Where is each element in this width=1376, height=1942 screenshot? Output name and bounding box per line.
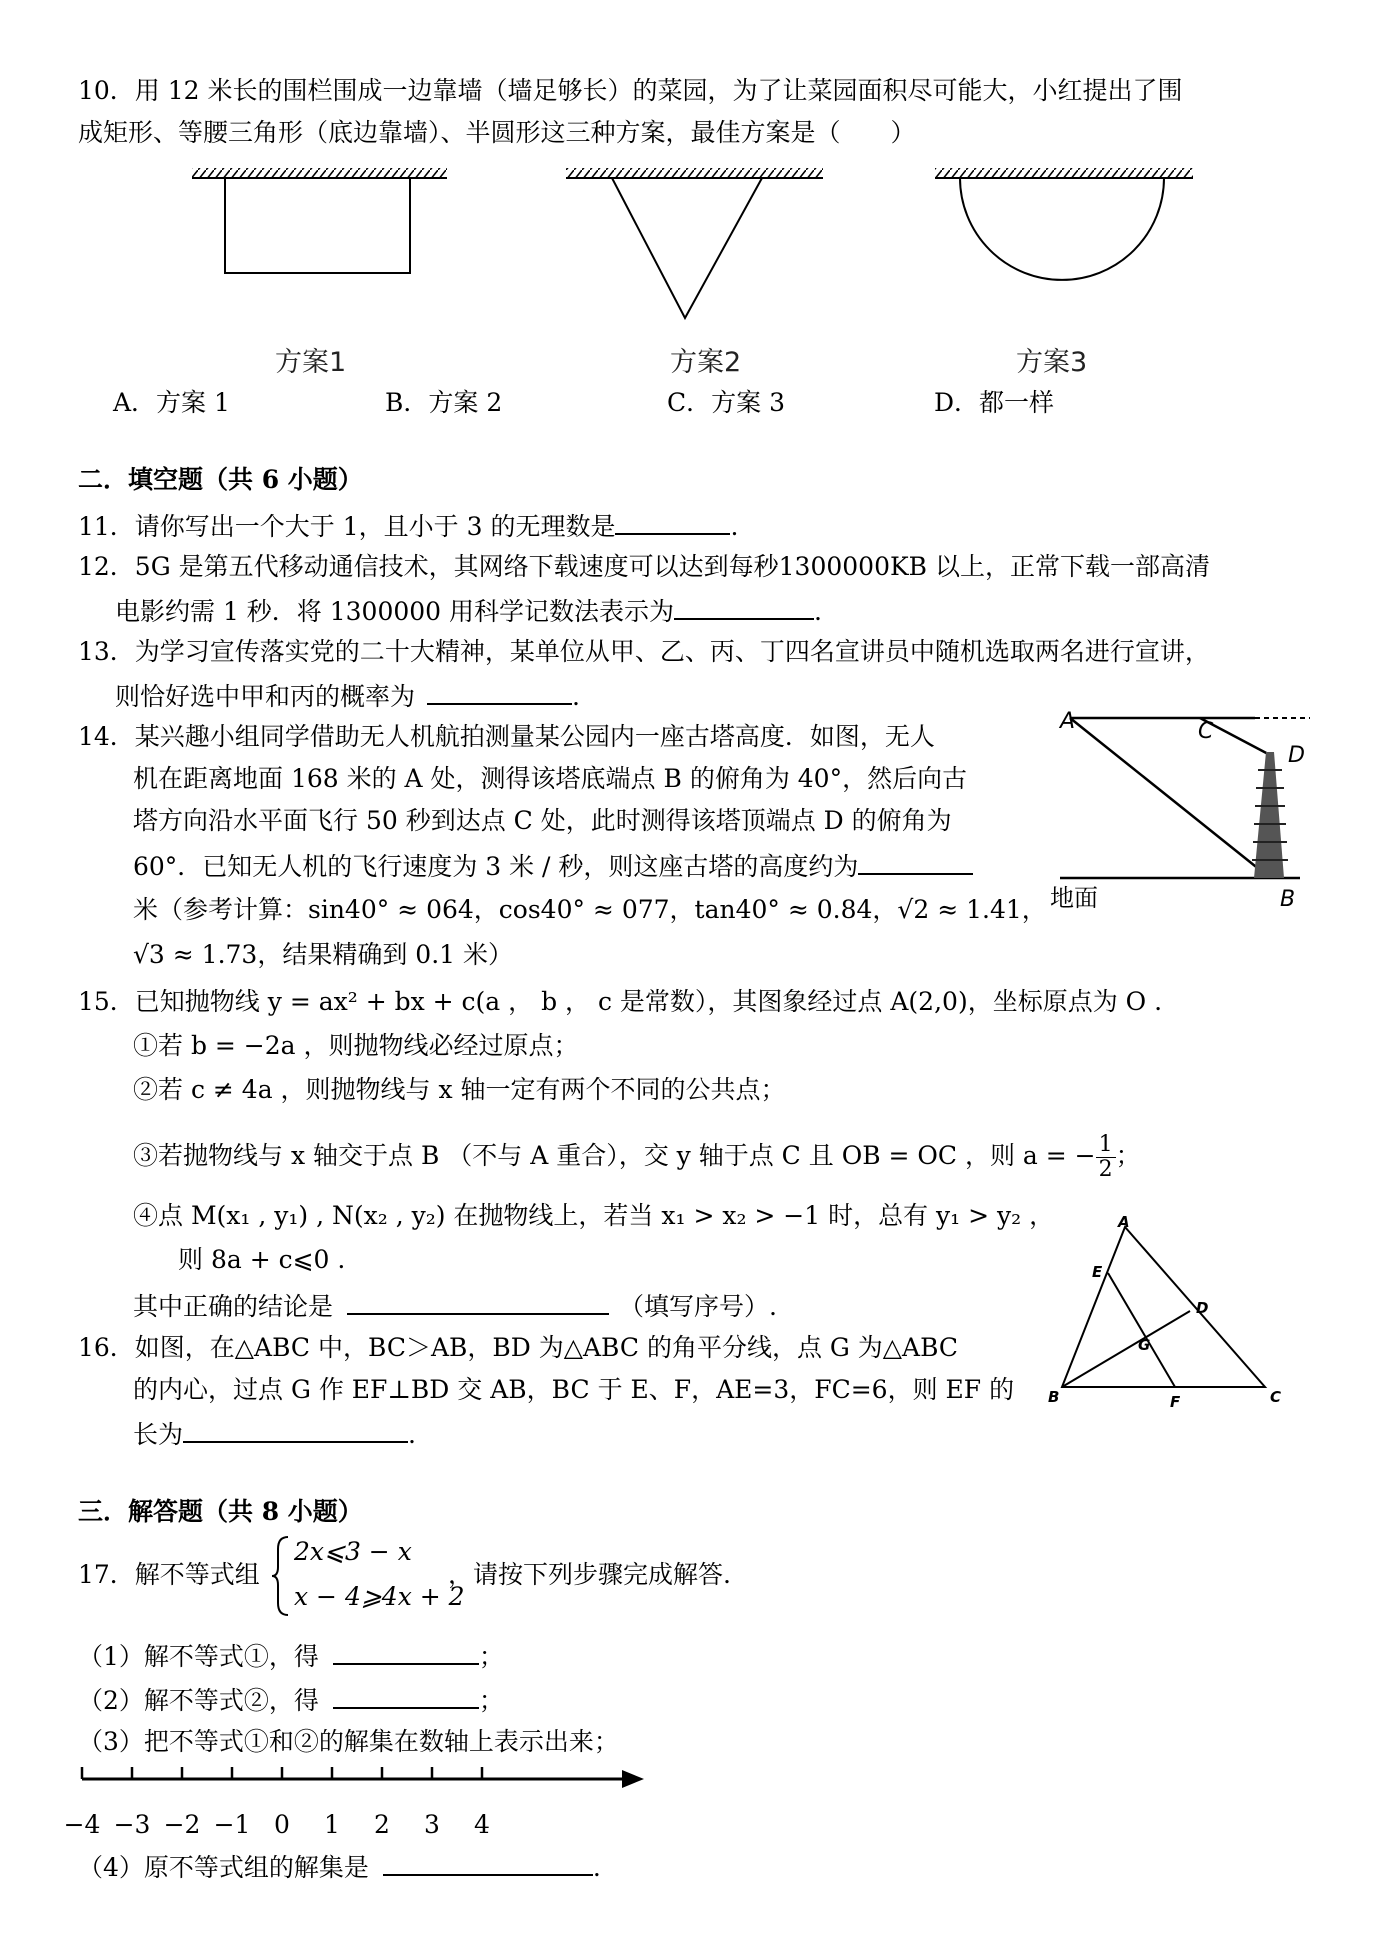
q17-lead: 17．解不等式组 [78,1560,260,1589]
q16-label-g: G [1138,1336,1151,1354]
q11 [78,507,738,544]
plan2-figure [566,168,823,318]
triangle-plan [612,178,762,318]
number-line-tick-label: 3 [424,1810,440,1839]
arrow-right-icon [622,1770,644,1788]
number-line[interactable] [63,1755,650,1855]
q15-line1: 15．已知抛物线 y = ax² + bx + c(a ， b ， c 是常数），其图象经过点 A(2,0)，坐标原点为 O . [78,987,1163,1016]
q10-option-d[interactable]: D．都一样 [934,388,1055,417]
q14-line3: 塔方向沿水平面飞行 50 秒到达点 C 处，此时测得该塔顶端点 D 的俯角为 [133,806,952,835]
q14-label-ground: 地面 [1050,884,1098,912]
q14-text: 60°．已知无人机的飞行速度为 3 米 / 秒，则这座古塔的高度约为 [133,852,859,881]
q12-end: . [814,597,822,626]
q16-label-a: A [1118,1213,1130,1231]
number-line-tick-label: −2 [163,1810,201,1839]
q16-figure [1030,1215,1310,1420]
q17-step2-text: （2）解不等式②，得 [78,1686,319,1715]
q15-conclusion-end: （填写序号）. [619,1292,777,1321]
q10-option-c[interactable]: C．方案 3 [667,388,785,417]
q13-text: 则恰好选中甲和丙的概率为 [115,682,416,711]
q15-fraction: $\frac{1}{2}$ [1096,1133,1116,1182]
triangle-abc [1062,1227,1265,1387]
q14-label-d: D [1288,743,1305,768]
q16-label-c: C [1270,1388,1282,1406]
q14-line1: 14．某兴趣小组同学借助无人机航拍测量某公园内一座古塔高度．如图，无人 [78,722,935,751]
q14-label-a: A [1060,709,1076,734]
plan1-caption: 方案1 [275,347,347,378]
number-line-tick-label: −3 [113,1810,151,1839]
segment-ef [1108,1273,1175,1387]
q17-step3: （3）把不等式①和②的解集在数轴上表示出来； [78,1727,619,1756]
q17-step1-blank[interactable] [333,1637,479,1665]
q17-step1-text: （1）解不等式①，得 [78,1642,319,1671]
q10-line1: 10．用 12 米长的围栏围成一边靠墙（墙足够长）的菜园，为了让菜园面积尽可能大，小红提出了围 [78,76,1183,105]
q14-line2: 机在距离地面 168 米的 A 处，测得该塔底端点 B 的俯角为 40°，然后向古 [133,764,968,793]
number-line-tick-label: 2 [374,1810,390,1839]
rectangle-plan [225,178,410,273]
q14-figure [1040,700,1340,920]
q16-end: . [408,1420,416,1449]
q15-item1: ①若 b = −2a ，则抛物线必经过原点； [133,1031,579,1060]
q16-label-b: B [1048,1388,1060,1406]
q13-line1: 13．为学习宣传落实党的二十大精神，某单位从甲、乙、丙、丁四名宣讲员中随机选取两名进行宣讲， [78,637,1210,666]
plan2-caption: 方案2 [670,347,742,378]
q11-answer-blank[interactable] [615,507,730,535]
q17-step4 [78,1848,601,1885]
q16-text: 长为 [133,1420,184,1449]
q17-step2-blank[interactable] [333,1681,479,1709]
q16-label-e: E [1092,1263,1103,1281]
q12-answer-blank[interactable] [674,592,814,620]
q16-label-f: F [1170,1393,1181,1411]
q10-figures [150,160,1210,330]
q10-option-b[interactable]: B．方案 2 [385,388,503,417]
q17-step2 [78,1681,504,1718]
q17-step4-blank[interactable] [383,1848,593,1876]
q13-answer-blank[interactable] [427,677,572,705]
q16-line2: 的内心，过点 G 作 EF⊥BD 交 AB，BC 于 E、F，AE=3，FC=6，则 EF 的 [133,1375,1015,1404]
q12-line2 [115,592,822,629]
q16-label-d: D [1196,1299,1209,1317]
q15-item3-end: ； [1115,1141,1141,1170]
semicircle-plan [960,178,1164,280]
q12-line1: 12．5G 是第五代移动通信技术，其网络下载速度可以达到每秒1300000KB 以上，正常下载一部高清 [78,552,1210,581]
q17-step4-end: . [592,1853,601,1882]
q15-item4b: 则 8a + c⩽0 . [178,1245,346,1274]
q17-step1 [78,1637,504,1674]
q13-end: . [572,682,580,711]
wall-hatch-3 [935,168,1193,178]
q15-item2: ②若 c ≠ 4a ，则抛物线与 x 轴一定有两个不同的公共点； [133,1075,786,1104]
q14-line4 [133,847,973,884]
q15-item4a: ④点 M(x₁ , y₁) , N(x₂ , y₂) 在抛物线上，若当 x₁ > x₂ > −1 时，总有 y₁ > y₂ ， [133,1201,1055,1230]
q16-line1: 16．如图，在△ABC 中，BC＞AB，BD 为△ABC 的角平分线，点 G 为△ABC [78,1333,959,1362]
wall-hatch-1 [192,168,447,178]
q17-step1-end: ； [478,1642,504,1671]
q15-item3 [133,1133,1141,1182]
q15-conclusion-text: 其中正确的结论是 [133,1292,334,1321]
q14-line6: √3 ≈ 1.73，结果精确到 0.1 米） [133,940,513,969]
q12-text: 电影约需 1 秒．将 1300000 用科学记数法表示为 [115,597,675,626]
q14-line5: 米（参考计算：sin40° ≈ 064，cos40° ≈ 077，tan40° ≈ 0.84，√2 ≈ 1.41， [133,895,1047,924]
number-line-tick-label: 4 [474,1810,490,1839]
number-line-tick-label: −4 [63,1810,101,1839]
q13-line2 [115,677,580,714]
section2-title: 二．填空题（共 6 小题） [78,465,363,494]
q10-line2: 成矩形、等腰三角形（底边靠墙）、半圆形这三种方案，最佳方案是（ ） [78,118,916,147]
q16-answer-blank[interactable] [183,1415,408,1443]
number-line-tick-label: −1 [213,1810,251,1839]
q17-step4-text: （4）原不等式组的解集是 [78,1853,369,1882]
plan3-caption: 方案3 [1016,347,1088,378]
q14-answer-blank[interactable] [858,847,973,875]
q15-item3-text: ③若抛物线与 x 轴交于点 B （不与 A 重合），交 y 轴于点 C 且 OB = OC ，则 a = − [133,1141,1096,1170]
pagoda-icon [1252,752,1288,878]
segment-bd [1062,1311,1190,1387]
plan1-figure [192,168,447,273]
q17-step2-end: ； [478,1686,504,1715]
q15-answer-blank[interactable] [347,1287,609,1315]
q15-conclusion [133,1287,777,1324]
q17-brace [270,1535,292,1617]
section3-title: 三．解答题（共 8 小题） [78,1497,363,1526]
q17-inequality-2: x − 4⩾4x + 2 [294,1582,465,1611]
q17-tail: ，请按下列步骤完成解答. [448,1560,731,1589]
q16-line3 [133,1415,416,1452]
number-line-tick-label: 1 [324,1810,340,1839]
wall-hatch-2 [566,168,823,178]
number-line-tick-label: 0 [274,1810,290,1839]
q11-end: . [730,512,739,541]
q10-option-a[interactable]: A．方案 1 [113,388,230,417]
plan3-figure [935,168,1193,280]
q17-inequality-1: 2x⩽3 − x [294,1537,412,1566]
q14-label-b: B [1280,887,1296,912]
q11-text: 11．请你写出一个大于 1，且小于 3 的无理数是 [78,512,616,541]
q14-label-c: C [1198,719,1214,744]
